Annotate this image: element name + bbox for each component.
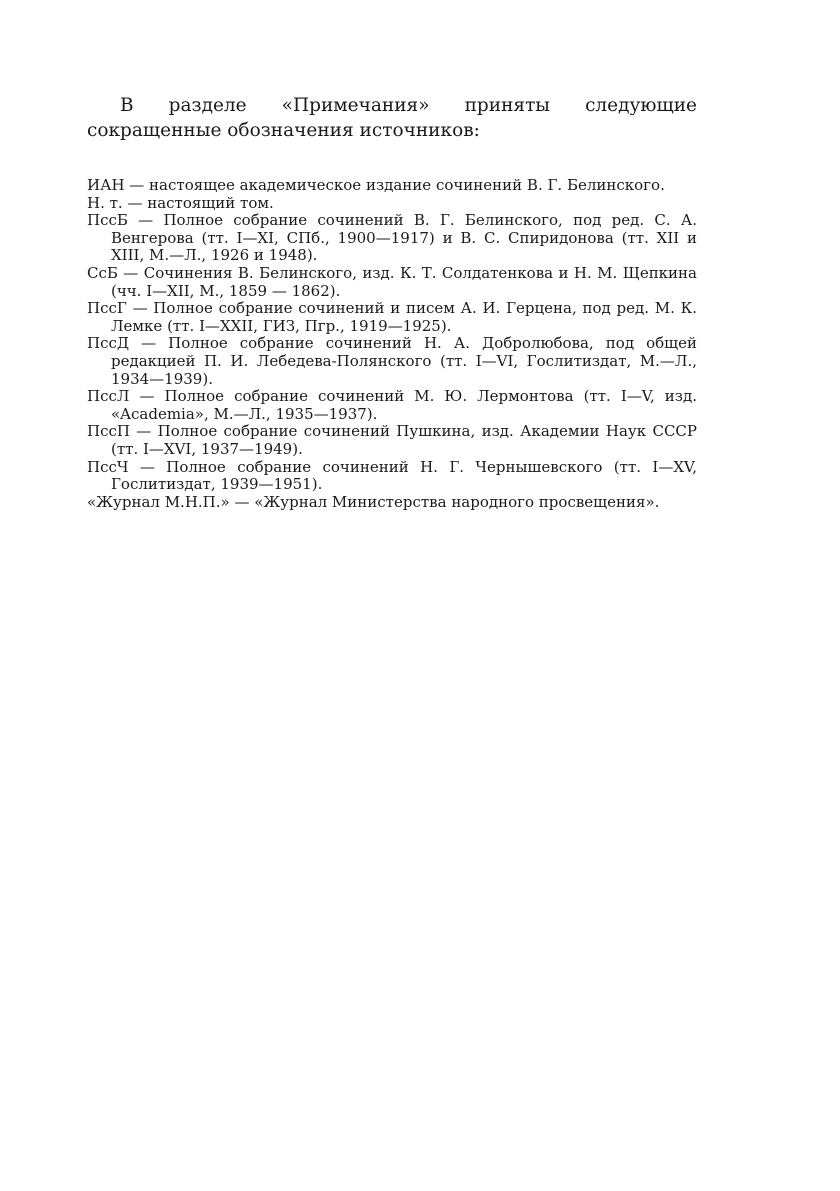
abbreviation-entry-pssd: ПссД — Полное собрание сочинений Н. А. Добролюбова, под общей редакцией П. И. Лебедева-Полянского (тт. I—VI, Гослитиздат, М.—Л., 1934—1939). bbox=[87, 334, 697, 388]
abbreviation-entry-zhurnal: «Журнал М.Н.П.» — «Журнал Министерства народного просвещения». bbox=[87, 492, 660, 511]
abbreviation-entry-pssg: ПссГ — Полное собрание сочинений и писем А. И. Герцена, под ред. М. К. Лемке (тт. I—XXII, ГИЗ, Пгр., 1919—1925). bbox=[87, 299, 697, 335]
abbreviation-entry-pssl: ПссЛ — Полное собрание сочинений М. Ю. Лермонтова (тт. I—V, изд. «Academia», М.—Л., 1935—1937). bbox=[87, 387, 697, 423]
document-page bbox=[87, 93, 697, 511]
abbreviation-entry-ssb: СсБ — Сочинения В. Белинского, изд. К. Т. Солдатенкова и Н. М. Щепкина (чч. I—XII, М., 1859 — 1862). bbox=[87, 263, 697, 300]
intro-paragraph: В разделе «Примечания» приняты следующие сокращенные обозначения источников: bbox=[87, 95, 697, 141]
abbreviation-entry-pssb: ПссБ — Полное собрание сочинений В. Г. Белинского, под ред. С. А. Венгерова (тт. I—XI, СПб., 1900—1917) и В. С. Спиридонова (тт. XII и XIII, М.—Л., 1926 и 1948). bbox=[87, 211, 697, 265]
abbreviation-entry-pssch: ПссЧ — Полное собрание сочинений Н. Г. Чернышевского (тт. I—XV, Гослитиздат, 1939—1951). bbox=[87, 457, 697, 494]
abbreviation-entry-ian: ИАН — настоящее академическое издание сочинений В. Г. Белинского. bbox=[87, 176, 665, 194]
abbreviation-entry-nt: Н. т. — настоящий том. bbox=[87, 193, 274, 212]
abbreviation-entry-pssp: ПссП — Полное собрание сочинений Пушкина, изд. Академии Наук СССР (тт. I—XVI, 1937—1949). bbox=[87, 422, 697, 458]
abbreviations-list bbox=[87, 177, 697, 511]
